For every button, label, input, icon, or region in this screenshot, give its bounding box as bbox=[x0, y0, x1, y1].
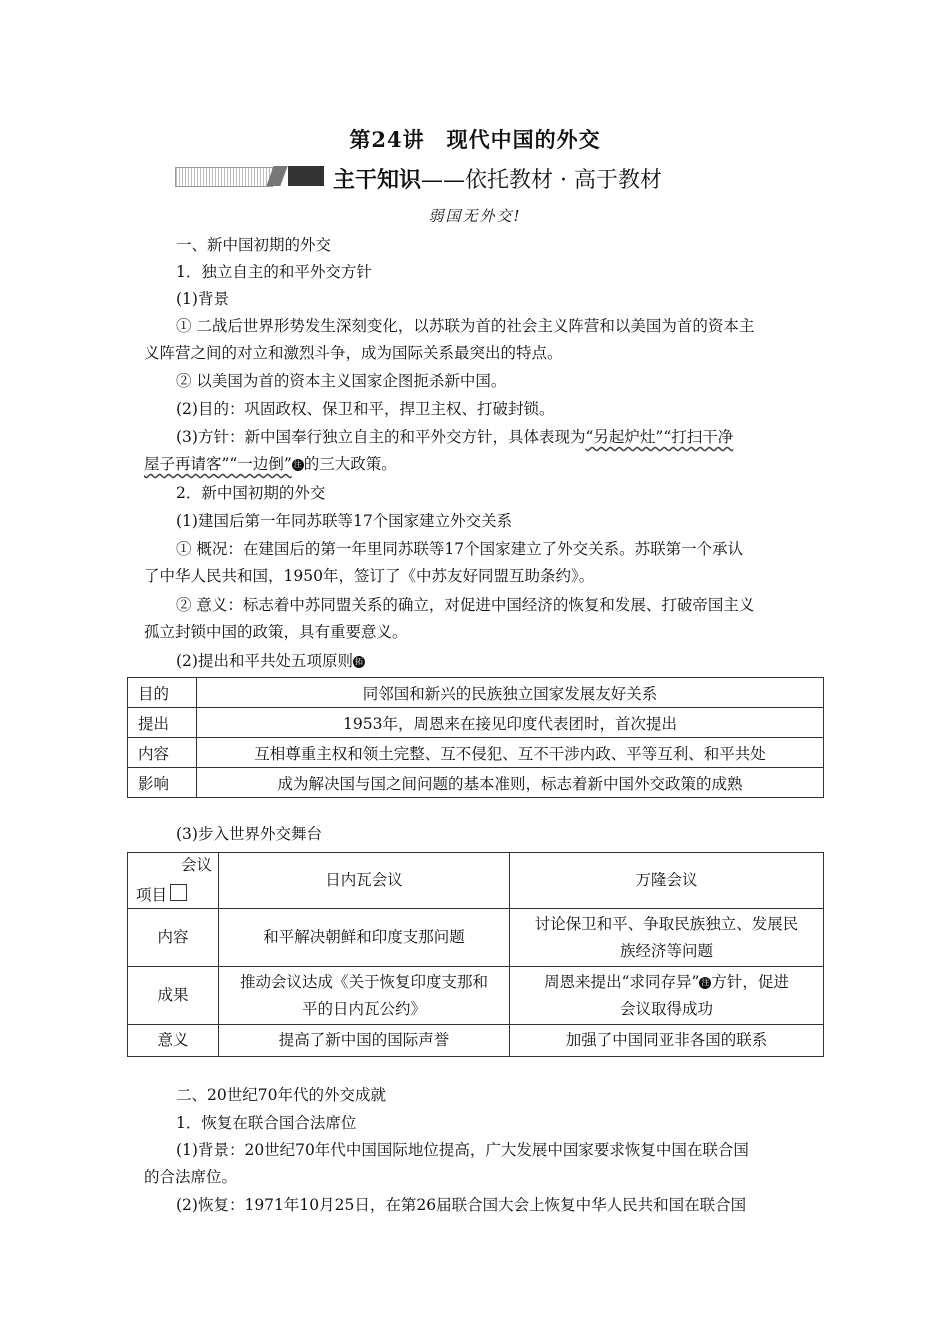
table-cell: 同邻国和新兴的民族独立国家发展友好关系 bbox=[197, 678, 824, 708]
policy-emphasis: “另起炉灶”“打扫干净 bbox=[585, 428, 734, 446]
subheading-2: 2．新中国初期的外交 bbox=[176, 484, 326, 502]
page-title: 第24讲 现代中国的外交 bbox=[349, 127, 601, 152]
paragraph-line: ① 二战后世界形势发生深刻变化，以苏联为首的社会主义阵营和以美国为首的资本主 bbox=[176, 317, 755, 335]
table-row-header: 目的 bbox=[128, 678, 197, 708]
table-cell: 和平解决朝鲜和印度支那问题 bbox=[219, 909, 510, 967]
event-label: (3)步入世界外交舞台 bbox=[176, 825, 322, 843]
table-corner-cell bbox=[128, 853, 219, 909]
note-marker-icon: 注 bbox=[293, 460, 302, 469]
table-row-header: 意义 bbox=[128, 1025, 219, 1057]
principles-table bbox=[127, 677, 824, 798]
table-cell: 加强了中国同亚非各国的联系 bbox=[510, 1025, 824, 1057]
cell-text: 周恩来提出“求同存异” bbox=[544, 972, 700, 991]
table-cell bbox=[510, 909, 824, 967]
cell-line: 平的日内瓦公约》 bbox=[301, 999, 426, 1018]
table-row-header: 内容 bbox=[128, 909, 219, 967]
cell-line bbox=[514, 969, 819, 996]
paragraph-line bbox=[176, 425, 733, 447]
banner-decoration bbox=[175, 167, 273, 187]
banner-rest: ——依托教材 · 高于教材 bbox=[421, 168, 662, 193]
subheading-1: 1．恢复在联合国合法席位 bbox=[176, 1114, 357, 1132]
checkbox-icon bbox=[170, 884, 187, 901]
extension-marker-icon: 拓 bbox=[354, 657, 363, 666]
paragraph-line: 了中华人民共和国，1950年，签订了《中苏友好同盟互助条约》。 bbox=[144, 567, 595, 585]
section-heading-1: 一、新中国初期的外交 bbox=[176, 236, 332, 254]
table-cell: 成为解决国与国之间问题的基本准则，标志着新中国外交政策的成熟 bbox=[197, 768, 824, 798]
table-row-header: 影响 bbox=[128, 768, 197, 798]
table-row-header: 内容 bbox=[128, 738, 197, 768]
table-cell: 1953年，周恩来在接见印度代表团时，首次提出 bbox=[197, 708, 824, 738]
policy-text: (3)方针：新中国奉行独立自主的和平外交方针，具体表现为 bbox=[176, 428, 586, 446]
conferences-table bbox=[127, 852, 824, 1057]
policy-text: 的三大政策。 bbox=[303, 455, 397, 473]
paragraph-line: 的合法席位。 bbox=[144, 1168, 238, 1186]
event-label-text: (2)提出和平共处五项原则 bbox=[176, 652, 353, 670]
table-cell: 互相尊重主权和领土完整、互不侵犯、互不干涉内政、平等互利、和平共处 bbox=[197, 738, 824, 768]
event-label: (1)建国后第一年同苏联等17个国家建立外交关系 bbox=[176, 512, 513, 530]
policy-emphasis: 屋子再请客”“一边倒” bbox=[144, 455, 292, 473]
paragraph-line: (2)目的：巩固政权、保卫和平，捍卫主权、打破封锁。 bbox=[176, 400, 555, 418]
event-label bbox=[176, 649, 365, 671]
table-cell bbox=[219, 967, 510, 1025]
paragraph-line: 义阵营之间的对立和激烈斗争，成为国际关系最突出的特点。 bbox=[144, 344, 563, 362]
section-banner bbox=[333, 163, 662, 194]
background-label: (1)背景 bbox=[176, 290, 229, 308]
paragraph-line: 孤立封锁中国的政策，具有重要意义。 bbox=[144, 623, 408, 641]
paragraph-line: ② 以美国为首的资本主义国家企图扼杀新中国。 bbox=[176, 372, 507, 390]
cell-line: 推动会议达成《关于恢复印度支那和 bbox=[239, 972, 488, 991]
corner-bottom-label: 项目 bbox=[136, 885, 168, 904]
banner-bold: 主干知识 bbox=[333, 167, 422, 193]
cell-line: 族经济等问题 bbox=[619, 941, 713, 960]
table-cell: 提高了新中国的国际声誉 bbox=[219, 1025, 510, 1057]
table-column-header: 万隆会议 bbox=[510, 853, 824, 909]
table-column-header: 日内瓦会议 bbox=[219, 853, 510, 909]
cell-text: 方针，促进 bbox=[711, 972, 789, 991]
handwritten-note: 弱国无外交! bbox=[428, 207, 522, 225]
cell-line: 会议取得成功 bbox=[619, 999, 713, 1018]
paragraph-line: ② 意义：标志着中苏同盟关系的确立，对促进中国经济的恢复和发展、打破帝国主义 bbox=[176, 596, 755, 614]
table-row-header: 成果 bbox=[128, 967, 219, 1025]
note-marker-icon: 注 bbox=[701, 977, 710, 987]
table-row-header: 提出 bbox=[128, 708, 197, 738]
subheading-1: 1．独立自主的和平外交方针 bbox=[176, 263, 372, 281]
banner-decoration-block bbox=[288, 166, 324, 186]
paragraph-line: ① 概况：在建国后的第一年里同苏联等17个国家建立了外交关系。苏联第一个承认 bbox=[176, 540, 744, 558]
paragraph-line bbox=[144, 452, 397, 474]
paragraph-line: (2)恢复：1971年10月25日，在第26届联合国大会上恢复中华人民共和国在联合国 bbox=[176, 1196, 747, 1214]
section-heading-2: 二、20世纪70年代的外交成就 bbox=[176, 1086, 386, 1104]
table-cell bbox=[510, 967, 824, 1025]
paragraph-line: (1)背景：20世纪70年代中国国际地位提高，广大发展中国家要求恢复中国在联合国 bbox=[176, 1141, 749, 1159]
cell-line: 讨论保卫和平、争取民族独立、发展民 bbox=[534, 914, 799, 933]
corner-top-label: 会议 bbox=[180, 855, 212, 874]
